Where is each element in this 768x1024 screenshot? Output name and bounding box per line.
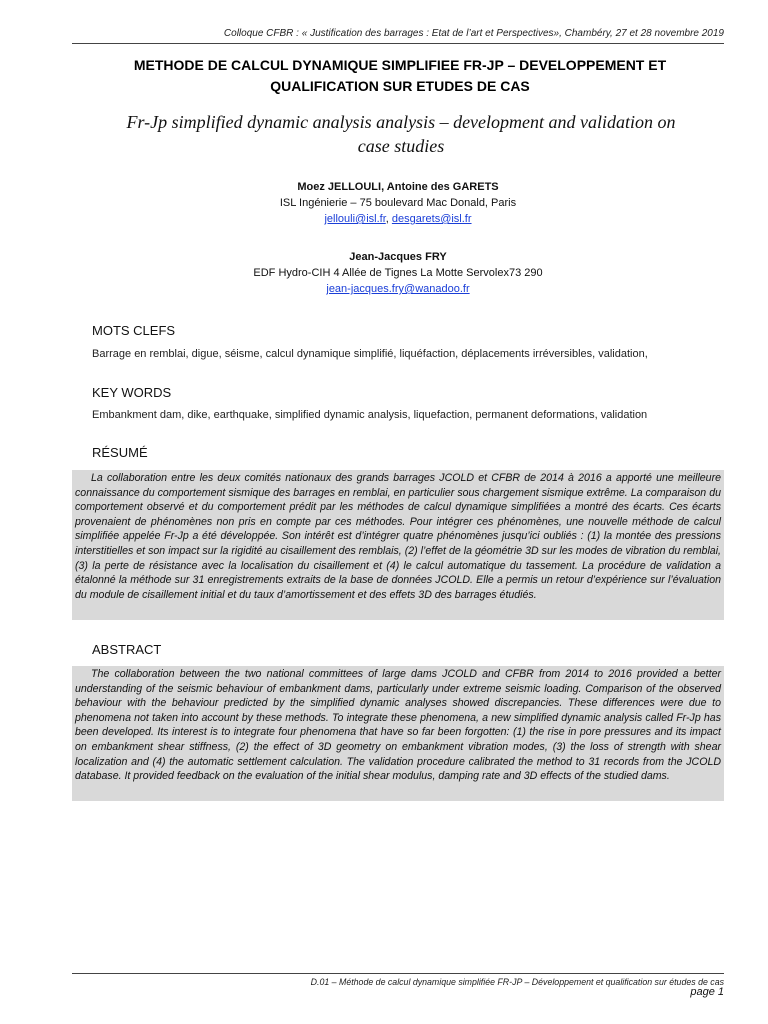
abstract-text-box — [72, 666, 724, 801]
email-link[interactable]: desgarets@isl.fr — [391, 213, 472, 225]
title-french-line-1: METHODE DE CALCUL DYNAMIQUE SIMPLIFIEE FR-JP – DEVELOPPEMENT ET — [133, 57, 667, 73]
author-names: Jean-Jacques FRY — [349, 251, 447, 263]
mots-clefs-text: Barrage en remblai, digue, séisme, calcul dynamique simplifié, liquéfaction, déplacements irréversibles, validation, — [92, 348, 648, 360]
author-block-isl — [72, 179, 724, 227]
resume-heading: RÉSUMÉ — [92, 445, 148, 460]
running-footer: D.01 – Méthode de calcul dynamique simplifiée FR-JP – Développement et qualification sur études de cas — [72, 973, 724, 987]
title-english-line-2: case studies — [357, 136, 445, 156]
running-header: Colloque CFBR : « Justification des barrages : Etat de l’art et Perspectives», Chambéry, 27 et 28 novembre 2019 — [72, 28, 724, 44]
abstract-text: The collaboration between the two national committees of large dams JCOLD and CFBR from 2014 to 2016 provided a better understanding of the seismic behaviour of embankment dams, particularly under extreme seismic loading. Comparison of the observed behaviour with the behaviour predicted by the simplified dynamic analyses showed discrepancies. These differences were due to phenomena not taken into account by these methods. To integrate these phenomena, a new simplified dynamic analysis called Fr-Jp has been developed. Its interest is to integrate four phenomena that have so far been forgotten: (1) the rise in pore pressures and its impact on embankment shear stiffness, (2) the effect of 3D geometry on embankment vibration modes, (3) the loss of strength with shear localization and (4) the automatic settlement calculation. The validation procedure calibrated the method to 31 records from the JCOLD database. It provided feedback on the evaluation of the initial shear modulus, damping rate and 3D effects of the studied dams. — [75, 668, 721, 783]
title-french-line-2: QUALIFICATION SUR ETUDES DE CAS — [270, 78, 530, 94]
title-french — [90, 55, 710, 97]
title-english — [80, 110, 722, 158]
author-emails — [72, 211, 724, 227]
resume-text: La collaboration entre les deux comités nationaux des grands barrages JCOLD et CFBR de 2014 à 2016 a apporté une meilleure connaissance du comportement sismique des barrages en remblai, en particulier sous chargement sismique extrême. La comparaison du comportement observé et du comportement prédit par les méthodes de calcul dynamique simplifiées a montré des écarts. Ces écarts provenaient de phénomènes non pris en compte par ces méthodes. Pour intégrer ces phénomènes, une nouvelle méthode de calcul simplifiée appelée Fr-Jp a été développée. Son intérêt est d’intégrer quatre phénomènes jusqu’ici oubliés : (1) la montée des pressions interstitielles et son impact sur la rigidité au cisaillement des remblais, (2) l’effet de la géométrie 3D sur les modes de vibration du remblai, (3) la perte de résistance avec la localisation du cisaillement et (4) le calcul automatique du tassement. La procédure de validation a étalonné la méthode sur 31 enregistrements extraits de la base de données JCOLD. Elle a permis un retour d’expérience sur l’évaluation du module de cisaillement initial et du taux d’amortissement et des effets 3D des barrages étudiés. — [75, 472, 721, 601]
author-block-edf — [72, 249, 724, 297]
email-separator: , — [385, 213, 392, 225]
author-affiliation: EDF Hydro-CIH 4 Allée de Tignes La Motte Servolex73 290 — [253, 267, 543, 279]
author-names: Moez JELLOULI, Antoine des GARETS — [297, 181, 499, 193]
author-affiliation: ISL Ingénierie – 75 boulevard Mac Donald, Paris — [279, 197, 517, 209]
key-words-text: Embankment dam, dike, earthquake, simplified dynamic analysis, liquefaction, permanent deformations, validation — [92, 409, 648, 421]
title-english-line-1: Fr-Jp simplified dynamic analysis analysis – development and validation on — [126, 112, 676, 132]
email-link[interactable]: jean-jacques.fry@wanadoo.fr — [326, 283, 470, 295]
email-link[interactable]: jellouli@isl.fr — [324, 213, 386, 225]
key-words-heading: KEY WORDS — [92, 385, 172, 400]
abstract-heading: ABSTRACT — [92, 642, 162, 657]
mots-clefs-heading: MOTS CLEFS — [92, 323, 176, 338]
page-number: page 1 — [690, 986, 724, 998]
resume-text-box — [72, 470, 724, 620]
